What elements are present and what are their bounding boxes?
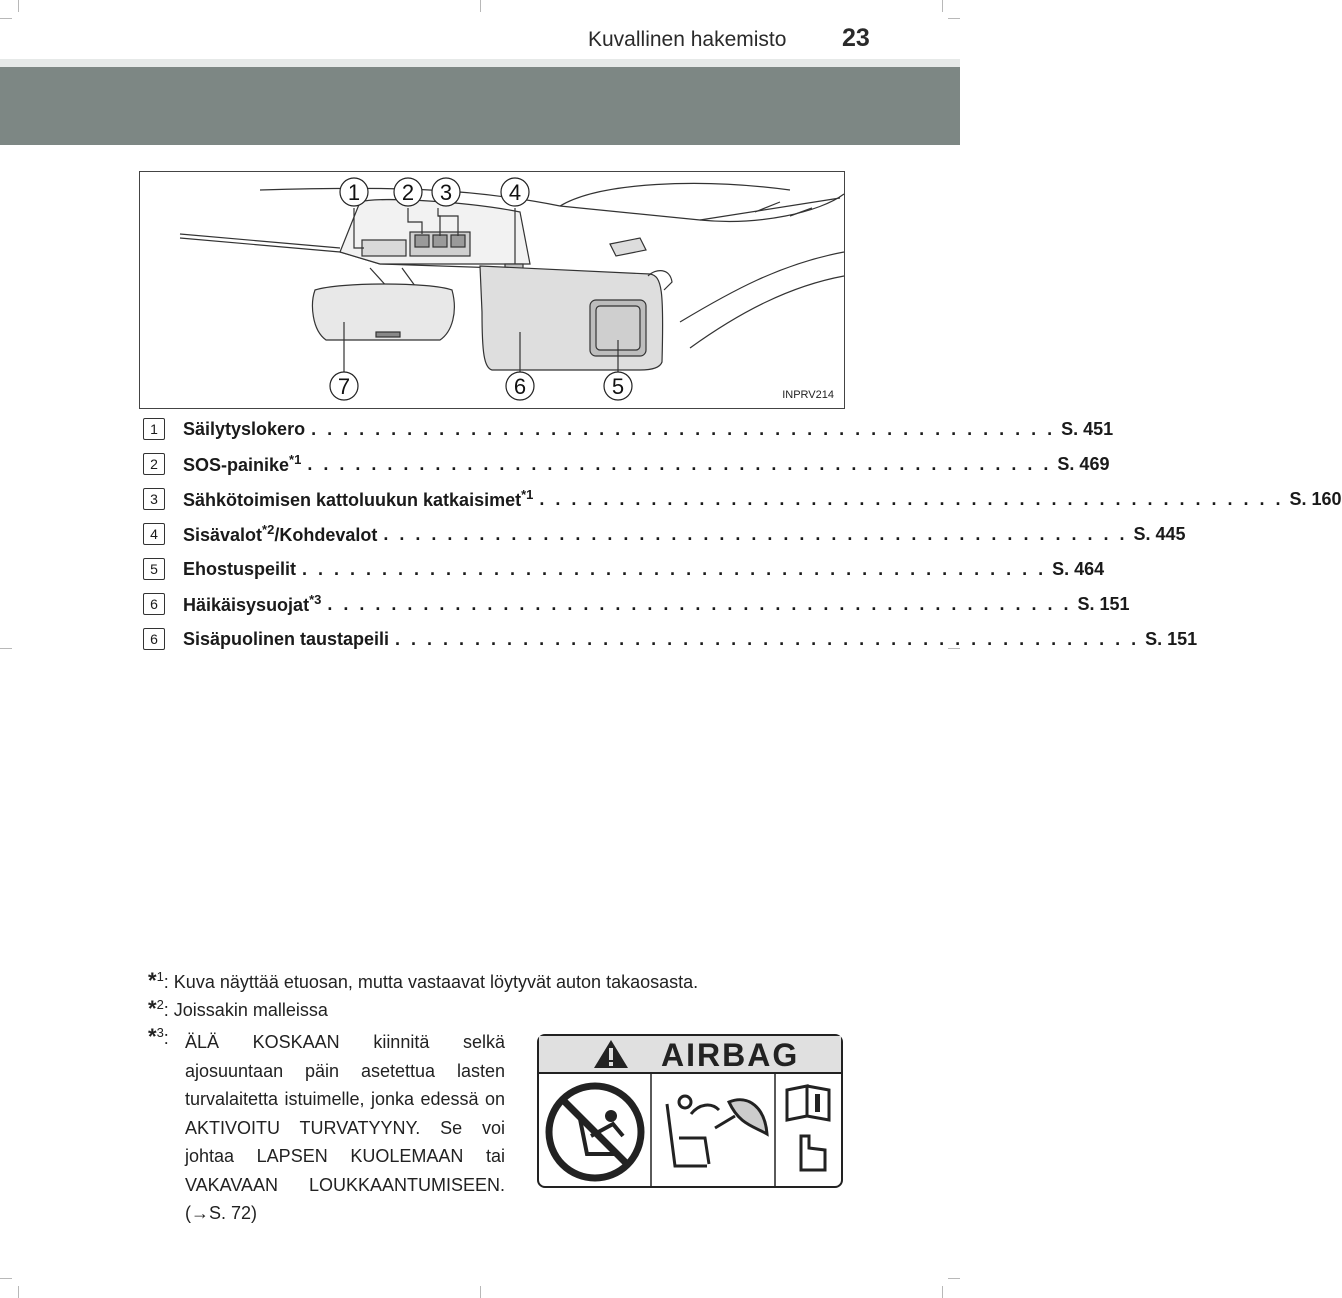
callout-3 (432, 178, 460, 206)
no-rear-facing-child-seat-icon (549, 1086, 641, 1178)
list-item (143, 556, 1105, 582)
page-reference-link[interactable]: S. 151 (1077, 593, 1130, 614)
crop-mark (942, 1286, 943, 1298)
callout-7 (330, 372, 358, 400)
airbag-label-title: AIRBAG (661, 1037, 800, 1073)
warning-triangle-icon (591, 1037, 631, 1071)
page-reference-link[interactable]: S. 464 (1052, 558, 1105, 579)
item-number: 2 (143, 453, 165, 475)
page-reference-link[interactable]: S. 160 (1289, 488, 1342, 509)
section-title: Kuvallinen hakemisto (588, 28, 787, 51)
leader-dots: . . . . . . . . . . . . . . . . . . . . . . . . . . . . . . . . . . . . . . . . . . . . . . . (307, 453, 1052, 474)
crop-mark (0, 648, 12, 649)
page-reference-link[interactable]: S. 451 (1061, 418, 1114, 439)
item-number: 4 (143, 523, 165, 545)
item-label: Säilytyslokero (183, 418, 306, 439)
read-manual-icon (787, 1086, 829, 1170)
item-label: Sisävalot (183, 525, 263, 545)
page-reference-link[interactable]: S. 151 (1145, 628, 1198, 649)
airbag-label-header (539, 1036, 841, 1074)
airbag-label-pictograms (539, 1074, 841, 1186)
list-item (143, 591, 1130, 617)
svg-text:2: 2 (401, 180, 415, 205)
list-item (143, 521, 1186, 547)
item-number: 3 (143, 488, 165, 510)
svg-text:1: 1 (347, 180, 361, 205)
item-label: Häikäisysuojat (183, 595, 310, 615)
crop-mark (942, 0, 943, 12)
overhead-console-illustration (139, 171, 845, 409)
crop-mark (948, 18, 960, 19)
callout-2 (394, 178, 422, 206)
svg-text:3: 3 (439, 180, 453, 205)
crop-mark (0, 1278, 12, 1279)
leader-dots: . . . . . . . . . . . . . . . . . . . . . . . . . . . . . . . . . . . . . . . . . . . . . . . (539, 488, 1284, 509)
svg-text:4: 4 (508, 180, 522, 205)
footnote-3-text: ÄLÄ KOSKAAN kiinnitä selkä ajosuuntaan päin asetettua lasten turvalaitetta istuimelle, jonka edessä on AKTIVOITU TURVATYYNY. Se voi johtaa LAPSEN KUOLEMAAN tai VAKAVAAN LOUKKAANTUMISEEN. (→S. 72) (185, 1032, 505, 1223)
leader-dots: . . . . . . . . . . . . . . . . . . . . . . . . . . . . . . . . . . . . . . . . . . . . . . . (395, 628, 1140, 649)
item-label: SOS-painike (183, 455, 290, 475)
crop-mark (948, 1278, 960, 1279)
footnote-1: *$^1$: Kuva näyttää etuosan, mutta vastaavat löytyvät auton takaosasta. (148, 968, 699, 993)
item-label: Ehostuspeilit (183, 558, 297, 579)
header-band (0, 67, 960, 145)
footnote-mark: *2 (262, 522, 275, 537)
list-item (143, 451, 1110, 477)
airbag-warning-label (537, 1034, 843, 1188)
item-label: Sisäpuolinen taustapeili (183, 628, 390, 649)
callout-4 (501, 178, 529, 206)
item-label-suffix: /Kohdevalot (274, 525, 378, 545)
list-item (143, 626, 1198, 652)
leader-dots: . . . . . . . . . . . . . . . . . . . . . . . . . . . . . . . . . . . . . . . . . . . . . . . (327, 593, 1072, 614)
item-number: 5 (143, 558, 165, 580)
item-label: Sähkötoimisen kattoluukun katkaisimet (183, 490, 522, 510)
footnote-mark: *1 (289, 452, 302, 467)
svg-text:6: 6 (513, 374, 527, 399)
page-number: 23 (842, 24, 870, 52)
callout-5 (604, 372, 632, 400)
crop-mark (0, 18, 12, 19)
list-item (143, 486, 1342, 512)
callout-1 (340, 178, 368, 206)
page-reference-link[interactable]: S. 469 (1057, 453, 1110, 474)
airbag-deploy-icon (667, 1096, 767, 1166)
leader-dots: . . . . . . . . . . . . . . . . . . . . . . . . . . . . . . . . . . . . . . . . . . . . . . . (302, 558, 1047, 579)
svg-text:5: 5 (611, 374, 625, 399)
footnote-mark: *1 (521, 487, 534, 502)
crop-mark (18, 1286, 19, 1298)
list-item (143, 416, 1114, 442)
callout-6 (506, 372, 534, 400)
footnote-2: *$^2$: Joissakin malleissa (148, 996, 328, 1021)
figure-code: INPRV214 (782, 389, 834, 401)
crop-mark (480, 1286, 481, 1298)
crop-mark (18, 0, 19, 12)
leader-dots: . . . . . . . . . . . . . . . . . . . . . . . . . . . . . . . . . . . . . . . . . . . . . . . (311, 418, 1056, 439)
svg-text:7: 7 (337, 374, 351, 399)
page-reference-link[interactable]: S. 445 (1133, 523, 1186, 544)
callout-layer (140, 172, 844, 408)
leader-dots: . . . . . . . . . . . . . . . . . . . . . . . . . . . . . . . . . . . . . . . . . . . . . . . (383, 523, 1128, 544)
header-band-highlight (0, 59, 960, 67)
item-number: 6 (143, 593, 165, 615)
footnote-3-marker: *$^3$: (148, 1024, 169, 1049)
crop-mark (480, 0, 481, 12)
footnote-mark: *3 (309, 592, 322, 607)
item-number: 1 (143, 418, 165, 440)
item-number: 6 (143, 628, 165, 650)
